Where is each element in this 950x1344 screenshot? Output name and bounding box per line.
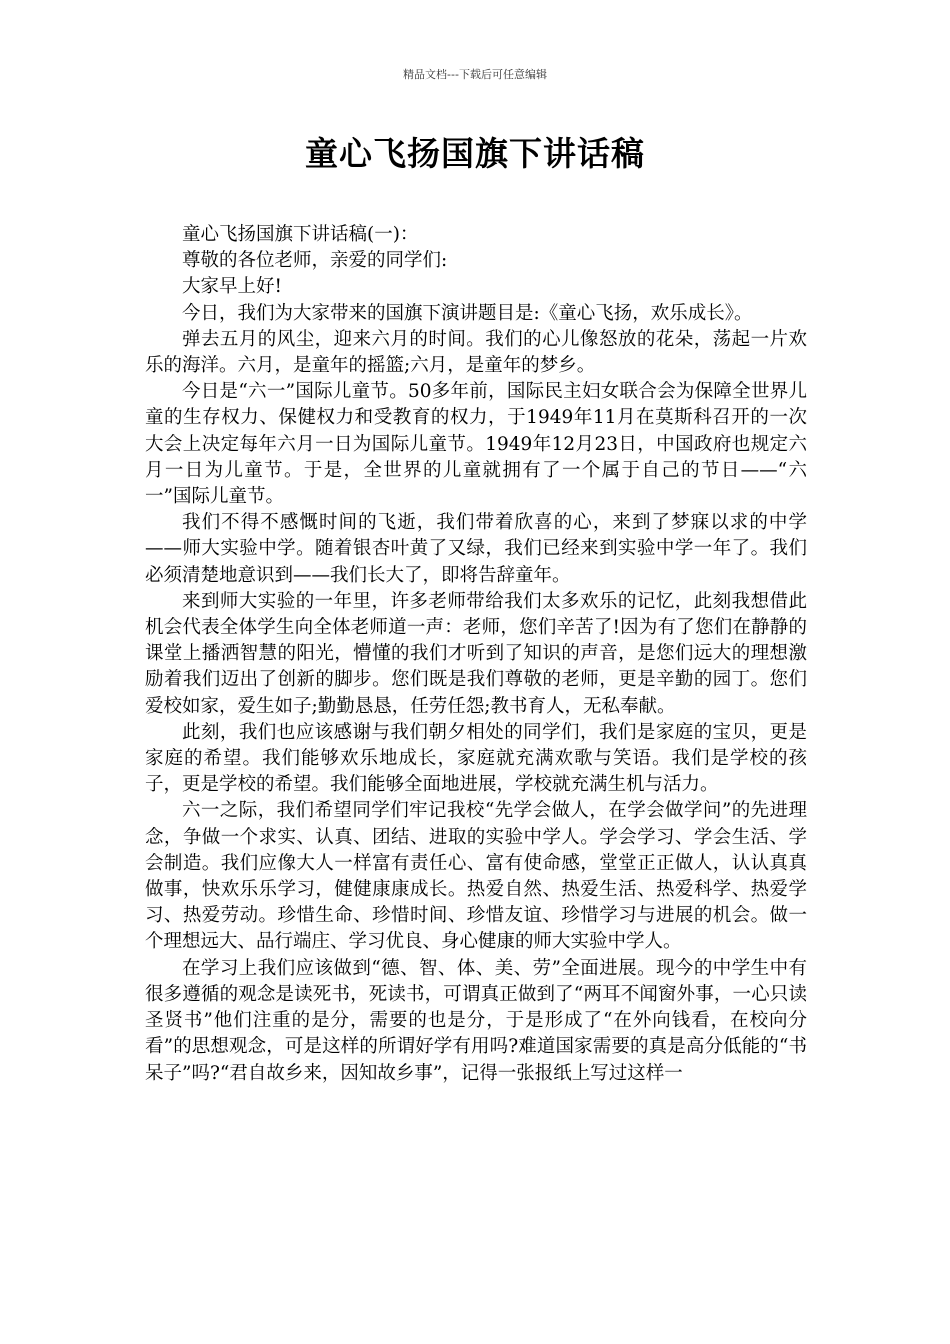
paragraph: 今日是“六一”国际儿童节。50多年前，国际民主妇女联合会为保障全世界儿童的生存权力、保健权力和受教育的权力，于1949年11月在莫斯科召开的一次大会上决定每年六月一日为国际儿童节。1949年12月23日，中国政府也规定六月一日为儿童节。于是，全世界的儿童就拥有了一个属于自己的节日——“六一”国际儿童节。 bbox=[145, 381, 807, 508]
paragraph: 六一之际，我们希望同学们牢记我校“先学会做人，在学会做学问”的先进理念，争做一个求实、认真、团结、进取的实验中学人。学会学习、学会生活、学会制造。我们应像大人一样富有责任心、富有使命感，堂堂正正做人，认认真真做事，快欢乐乐学习，健健康康成长。热爱自然、热爱生活、热爱科学、热爱学习、热爱劳动。珍惜生命、珍惜时间、珍惜友谊、珍惜学习与进展的机会。做一个理想远大、品行端庄、学习优良、身心健康的师大实验中学人。 bbox=[145, 800, 807, 953]
paragraph-salutation: 尊敬的各位老师，亲爱的同学们: bbox=[182, 250, 448, 272]
paragraph: 此刻，我们也应该感谢与我们朝夕相处的同学们，我们是家庭的宝贝，更是家庭的希望。我们能够欢乐地成长，家庭就充满欢歌与笑语。我们是学校的孩子，更是学校的希望。我们能够全面地进展，学校就充满生机与活力。 bbox=[145, 721, 807, 796]
paragraph: 今日，我们为大家带来的国旗下演讲题目是:《童心飞扬，欢乐成长》。 bbox=[182, 302, 753, 324]
paragraph-greeting: 大家早上好! bbox=[182, 276, 282, 298]
document-title: 童心飞扬国旗下讲话稿 bbox=[305, 134, 645, 173]
document-body bbox=[145, 222, 807, 1087]
paragraph: 在学习上我们应该做到“德、智、体、美、劳”全面进展。现今的中学生中有很多遵循的观念是读死书，死读书，可谓真正做到了“两耳不闻窗外事，一心只读圣贤书”他们注重的是分，需要的也是分，于是形成了“在外向钱看，在校向分看”的思想观念，可是这样的所谓好学有用吗?难道国家需要的真是高分低能的“书呆子”吗?“君自故乡来，因知故乡事”，记得一张报纸上写过这样一 bbox=[145, 957, 807, 1084]
paragraph: 弹去五月的风尘，迎来六月的时间。我们的心儿像怒放的花朵，荡起一片欢乐的海洋。六月，是童年的摇篮;六月，是童年的梦乡。 bbox=[145, 328, 807, 377]
paragraph: 来到师大实验的一年里，许多老师带给我们太多欢乐的记忆，此刻我想借此机会代表全体学生向全体老师道一声：老师，您们辛苦了!因为有了您们在静静的课堂上播洒智慧的阳光，懵懂的我们才听到了知识的声音，是您们远大的理想激励着我们迈出了创新的脚步。您们既是我们尊敬的老师，更是辛勤的园丁。您们爱校如家，爱生如子;勤勤恳恳，任劳任怨;教书育人，无私奉献。 bbox=[145, 590, 807, 717]
paragraph-subtitle: 童心飞扬国旗下讲话稿(一)： bbox=[182, 224, 419, 245]
header-note: 精品文档---下载后可任意编辑 bbox=[403, 68, 547, 81]
paragraph: 我们不得不感慨时间的飞逝，我们带着欣喜的心，来到了梦寐以求的中学——师大实验中学。随着银杏叶黄了又绿，我们已经来到实验中学一年了。我们必须清楚地意识到——我们长大了，即将告辞童年。 bbox=[145, 512, 807, 586]
